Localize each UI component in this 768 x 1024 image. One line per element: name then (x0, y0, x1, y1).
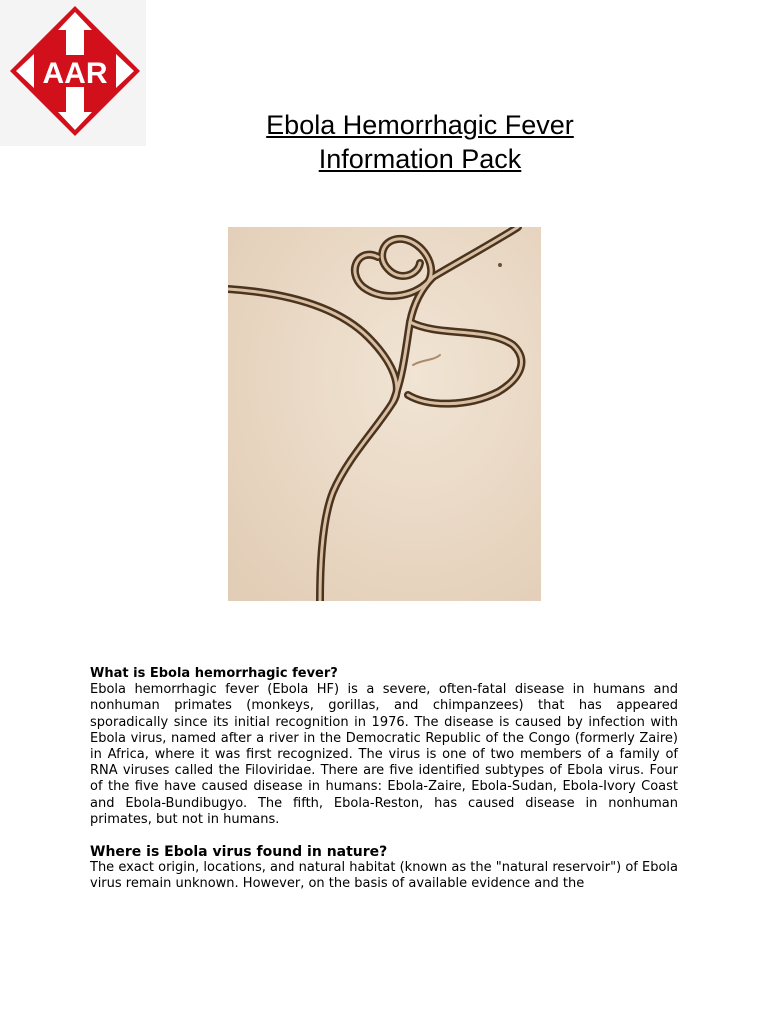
section-heading: What is Ebola hemorrhagic fever? (90, 666, 338, 681)
section-paragraph: The exact origin, locations, and natural habitat (known as the "natural reservoir") of Ebola virus remain unknown. However, on the basis of available evidence and the (90, 860, 678, 892)
section-paragraph: Ebola hemorrhagic fever (Ebola HF) is a severe, often-fatal disease in humans and nonhuman primates (monkeys, gorillas, and chimpanzees) that has appeared sporadically since its initial recognition in 1976. The disease is caused by infection with Ebola virus, named after a river in the Democratic Republic of the Congo (formerly Zaire) in Africa, where it was first recognized. The virus is one of two members of a family of RNA viruses called the Filoviridae. There are five identified subtypes of Ebola virus. Four of the five have caused disease in humans: Ebola-Zaire, Ebola-Sudan, Ebola-Ivory Coast and Ebola-Bundibugyo. The fifth, Ebola-Reston, has caused disease in nonhuman primates, but not in humans. (90, 682, 678, 827)
logo-text: AAR (42, 57, 108, 90)
title-line-2: Information Pack (318, 144, 522, 174)
title-line-1: Ebola Hemorrhagic Fever (266, 110, 574, 140)
aar-logo (0, 0, 146, 146)
section-what-is-ebola (90, 666, 678, 828)
section-heading: Where is Ebola virus found in nature? (90, 844, 388, 861)
ebola-virus-photo (228, 227, 541, 601)
aar-logo-graphic (0, 0, 146, 146)
page-title (160, 108, 680, 176)
body-text (90, 666, 678, 893)
section-where-found (90, 844, 678, 893)
ebola-virus-image (228, 227, 541, 601)
